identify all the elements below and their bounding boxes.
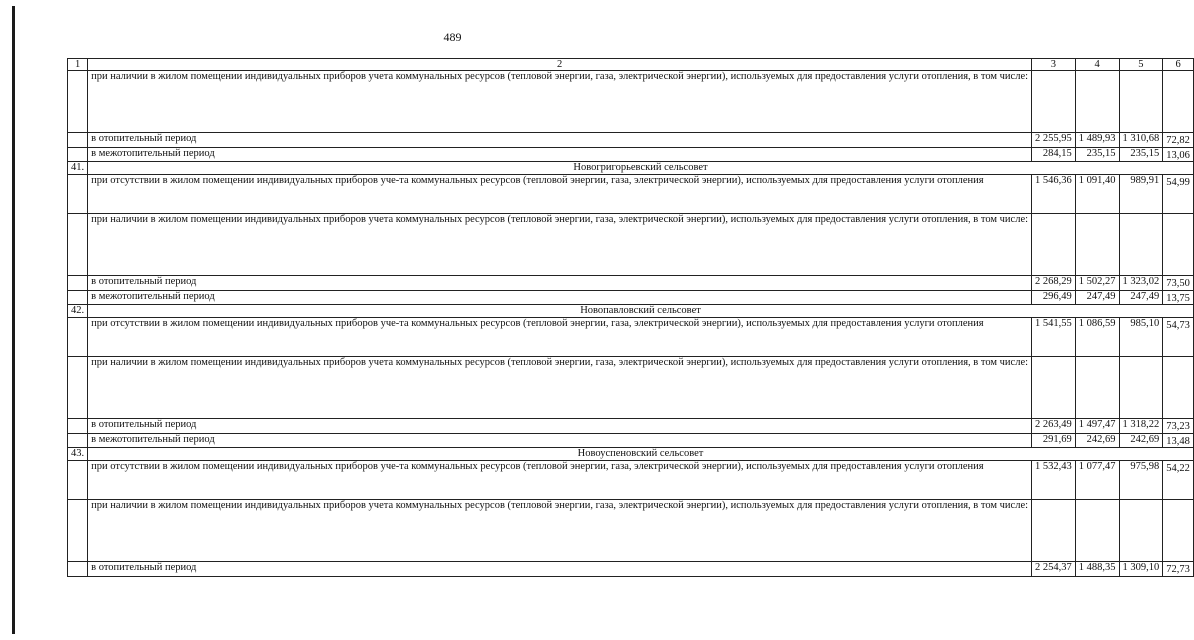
table-row (68, 175, 1194, 214)
value-cell (1119, 214, 1163, 276)
value-text: 13,48 (1166, 435, 1190, 447)
value-cell: 1 318,22 (1119, 419, 1163, 434)
value-text: 13,75 (1166, 292, 1190, 304)
value-cell: 1 488,35 (1075, 562, 1119, 577)
value-cell: 1 086,59 (1075, 318, 1119, 357)
value-cell (1163, 433, 1194, 448)
value-cell (1163, 71, 1194, 133)
value-cell: 296,49 (1032, 290, 1076, 305)
value-cell (1075, 71, 1119, 133)
value-cell (1032, 71, 1076, 133)
value-cell: 2 255,95 (1032, 133, 1076, 148)
value-text: 54,99 (1166, 177, 1190, 188)
row-index-cell (68, 175, 88, 214)
value-cell (1163, 276, 1194, 291)
row-label: в отопительный период (88, 276, 1032, 291)
value-cell (1163, 500, 1194, 562)
value-cell (1163, 461, 1194, 500)
value-cell: 1 323,02 (1119, 276, 1163, 291)
value-cell: 1 502,27 (1075, 276, 1119, 291)
value-cell: 1 091,40 (1075, 175, 1119, 214)
value-cell (1075, 214, 1119, 276)
value-cell (1119, 71, 1163, 133)
table-row (68, 276, 1194, 291)
section-header-row (68, 448, 1194, 461)
value-text: 72,73 (1166, 564, 1190, 575)
row-index-cell (68, 500, 88, 562)
tariff-table (67, 58, 1194, 577)
row-index-cell (68, 357, 88, 419)
row-label: в отопительный период (88, 419, 1032, 434)
value-cell: 1 309,10 (1119, 562, 1163, 577)
value-cell: 1 541,55 (1032, 318, 1076, 357)
row-label: в межотопительный период (88, 147, 1032, 162)
page-number: 489 (443, 30, 462, 44)
value-cell (1119, 500, 1163, 562)
value-cell (1075, 357, 1119, 419)
row-index-cell (68, 419, 88, 434)
value-cell: 284,15 (1032, 147, 1076, 162)
value-cell (1163, 175, 1194, 214)
value-cell (1032, 214, 1076, 276)
col-header-3: 3 (1032, 59, 1076, 71)
table-row (68, 461, 1194, 500)
section-header-row (68, 162, 1194, 175)
section-number: 42. (68, 305, 88, 318)
row-label: при наличии в жилом помещении индивидуальных приборов учета коммунальных ресурсов (тепловой энергии, газа, электрической энергии), используемых для предоставления услуги отопления, в том числе: (88, 214, 1032, 276)
value-cell (1163, 357, 1194, 419)
row-label: в отопительный период (88, 133, 1032, 148)
section-header-row (68, 305, 1194, 318)
col-header-5: 5 (1119, 59, 1163, 71)
table-row (68, 133, 1194, 148)
row-label: в отопительный период (88, 562, 1032, 577)
value-cell (1163, 290, 1194, 305)
row-index-cell (68, 318, 88, 357)
row-index-cell (68, 461, 88, 500)
row-index-cell (68, 147, 88, 162)
value-cell (1032, 500, 1076, 562)
value-cell: 2 268,29 (1032, 276, 1076, 291)
value-cell: 242,69 (1075, 433, 1119, 448)
table-row (68, 562, 1194, 577)
row-index-cell (68, 276, 88, 291)
value-cell (1119, 357, 1163, 419)
table-row (68, 433, 1194, 448)
table-row (68, 71, 1194, 133)
row-label: при наличии в жилом помещении индивидуальных приборов учета коммунальных ресурсов (тепловой энергии, газа, электрической энергии), используемых для предоставления услуги отопления, в том числе: (88, 71, 1032, 133)
row-label: при отсутствии в жилом помещении индивидуальных приборов уче-та коммунальных ресурсов (тепловой энергии, газа, электрической энергии), используемых для предоставления услуги отопления (88, 175, 1032, 214)
col-header-2: 2 (88, 59, 1032, 71)
row-index-cell (68, 214, 88, 276)
section-number: 43. (68, 448, 88, 461)
col-header-4: 4 (1075, 59, 1119, 71)
row-label: в межотопительный период (88, 290, 1032, 305)
table-row (68, 318, 1194, 357)
value-text: 73,23 (1166, 421, 1190, 432)
section-title: Новогригорьевский сельсовет (88, 162, 1194, 175)
value-cell: 1 310,68 (1119, 133, 1163, 148)
row-index-cell (68, 133, 88, 148)
table-row (68, 290, 1194, 305)
value-cell (1075, 500, 1119, 562)
value-cell (1163, 318, 1194, 357)
row-label: при наличии в жилом помещении индивидуальных приборов учета коммунальных ресурсов (тепловой энергии, газа, электрической энергии), используемых для предоставления услуги отопления, в том числе: (88, 500, 1032, 562)
value-cell: 2 254,37 (1032, 562, 1076, 577)
section-title: Новопавловский сельсовет (88, 305, 1194, 318)
value-cell: 1 532,43 (1032, 461, 1076, 500)
value-text: 54,22 (1166, 463, 1190, 474)
value-cell (1163, 133, 1194, 148)
value-cell: 1 077,47 (1075, 461, 1119, 500)
row-label: при наличии в жилом помещении индивидуальных приборов учета коммунальных ресурсов (тепловой энергии, газа, электрической энергии), используемых для предоставления услуги отопления, в том числе: (88, 357, 1032, 419)
table-row (68, 500, 1194, 562)
value-cell (1163, 562, 1194, 577)
row-index-cell (68, 562, 88, 577)
col-header-6: 6 (1163, 59, 1194, 71)
value-cell: 1 497,47 (1075, 419, 1119, 434)
header-row (68, 59, 1194, 71)
value-cell: 989,91 (1119, 175, 1163, 214)
row-label: при отсутствии в жилом помещении индивидуальных приборов уче-та коммунальных ресурсов (тепловой энергии, газа, электрической энергии), используемых для предоставления услуги отопления (88, 318, 1032, 357)
value-cell (1163, 214, 1194, 276)
value-cell (1163, 147, 1194, 162)
value-cell: 985,10 (1119, 318, 1163, 357)
row-index-cell (68, 290, 88, 305)
value-cell: 291,69 (1032, 433, 1076, 448)
section-number: 41. (68, 162, 88, 175)
col-header-1: 1 (68, 59, 88, 71)
value-cell (1032, 357, 1076, 419)
row-index-cell (68, 433, 88, 448)
value-cell: 235,15 (1075, 147, 1119, 162)
value-cell: 235,15 (1119, 147, 1163, 162)
value-cell: 247,49 (1075, 290, 1119, 305)
value-text: 73,50 (1166, 278, 1190, 289)
section-title: Новоуспеновский сельсовет (88, 448, 1194, 461)
scan-edge-bar (12, 6, 15, 634)
table-row (68, 357, 1194, 419)
row-index-cell (68, 71, 88, 133)
table-row (68, 419, 1194, 434)
value-cell: 247,49 (1119, 290, 1163, 305)
table-row (68, 214, 1194, 276)
value-cell: 975,98 (1119, 461, 1163, 500)
value-cell: 1 546,36 (1032, 175, 1076, 214)
value-cell: 242,69 (1119, 433, 1163, 448)
value-cell: 1 489,93 (1075, 133, 1119, 148)
value-cell: 2 263,49 (1032, 419, 1076, 434)
value-text: 72,82 (1166, 135, 1190, 146)
value-text: 13,06 (1166, 149, 1190, 161)
value-text: 54,73 (1166, 320, 1190, 331)
row-label: при отсутствии в жилом помещении индивидуальных приборов уче-та коммунальных ресурсов (тепловой энергии, газа, электрической энергии), используемых для предоставления услуги отопления (88, 461, 1032, 500)
table-row (68, 147, 1194, 162)
value-cell (1163, 419, 1194, 434)
row-label: в межотопительный период (88, 433, 1032, 448)
